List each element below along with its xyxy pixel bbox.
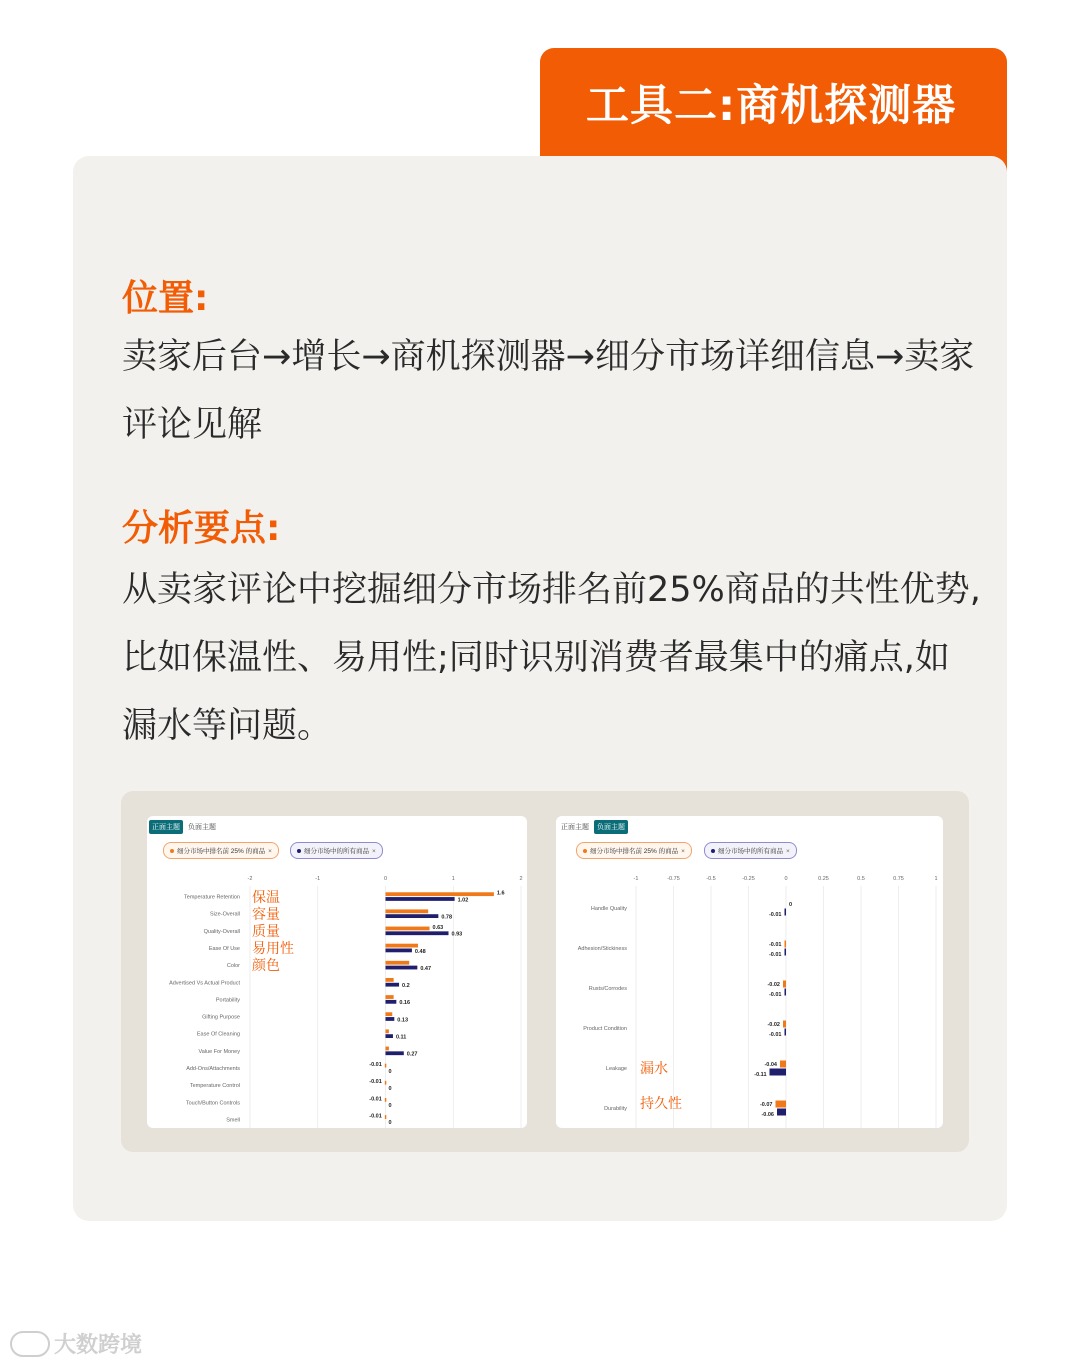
data-label: 0.48 [414, 948, 426, 955]
bar-top25 [385, 1098, 387, 1102]
bar-top25 [386, 978, 394, 982]
data-label: 1.02 [457, 897, 469, 904]
bar-all [785, 1029, 787, 1036]
category-label: Smell [226, 1117, 240, 1124]
data-label: 0.16 [399, 1000, 411, 1007]
bar-all [386, 983, 400, 987]
bar-all [386, 949, 412, 953]
location-text: 卖家后台→增长→商机探测器→细分市场详细信息→卖家评论见解 [122, 337, 975, 445]
data-label: 0 [388, 1085, 392, 1092]
category-label: Touch/Button Controls [185, 1100, 240, 1107]
x-tick-label: 0.75 [893, 876, 904, 882]
data-label: 0.13 [397, 1017, 409, 1024]
category-label: Leakage [605, 1066, 627, 1072]
annotation-color: 颜色 [252, 958, 280, 974]
bar-all [386, 1051, 404, 1055]
chip-label: 细分市场中排名前 25% 的商品 [177, 848, 266, 855]
page-title: 工具二:商机探测器 [586, 81, 957, 131]
data-label: 0 [789, 902, 793, 908]
category-label: Size-Overall [210, 911, 240, 918]
data-label: -0.06 [761, 1112, 774, 1118]
bar-top25 [386, 1029, 389, 1033]
bar-top25 [385, 1115, 387, 1119]
annotation-quality: 质量 [252, 924, 280, 940]
location-label: 位置: [122, 278, 209, 319]
data-label: 0.27 [406, 1051, 418, 1058]
category-label: Durability [604, 1106, 627, 1112]
data-label: -0.01 [369, 1096, 382, 1103]
data-label: 1.6 [496, 890, 505, 897]
data-label: -0.01 [768, 992, 782, 998]
category-label: Handle Quality [590, 906, 627, 912]
watermark [10, 1328, 142, 1359]
chip-label: 细分市场中排名前 25% 的商品 [590, 848, 679, 855]
annotation-ease: 易用性 [252, 941, 294, 957]
bar-all [785, 909, 787, 916]
category-label: Adhesion/Stickiness [577, 946, 627, 952]
data-label: 0.11 [395, 1034, 407, 1041]
x-tick-label: 1 [934, 876, 938, 882]
x-tick-label: 0.5 [857, 876, 865, 882]
bar-top25 [386, 1012, 393, 1016]
bar-top25 [386, 944, 419, 948]
category-label: Gifting Purpose [202, 1014, 240, 1021]
negative-topics-chart [556, 816, 943, 1128]
bar-all [386, 966, 418, 970]
x-tick-label: 1 [451, 876, 455, 882]
data-label: 0.93 [451, 931, 463, 938]
positive-topics-chart [147, 816, 527, 1128]
tab-positive-topics[interactable]: 正面主题 [149, 820, 183, 834]
category-label: Color [226, 963, 240, 970]
bar-all [777, 1109, 786, 1116]
bar-all [785, 989, 787, 996]
close-icon[interactable]: × [372, 848, 376, 855]
data-label: -0.04 [764, 1062, 777, 1068]
category-label: Rusts/Corrodes [588, 986, 627, 992]
bar-top25 [783, 1021, 786, 1028]
bar-top25 [776, 1101, 787, 1108]
data-label: 0 [388, 1103, 392, 1110]
close-icon[interactable]: × [786, 848, 790, 855]
bar-top25 [385, 1064, 387, 1068]
x-tick-label: 0 [383, 876, 388, 882]
bar-top25 [386, 927, 430, 931]
close-icon[interactable]: × [681, 848, 685, 855]
annotation-durability: 持久性 [640, 1096, 682, 1112]
category-label: Quality-Overall [203, 928, 240, 935]
annotation-thermal: 保温 [252, 890, 280, 906]
category-label: Ease Of Cleaning [196, 1031, 240, 1038]
chip-label: 细分市场中的所有商品 [304, 848, 369, 855]
data-label: 0.78 [441, 914, 453, 921]
tab-positive-topics[interactable]: 正面主题 [561, 824, 589, 831]
x-tick-label: -1 [315, 876, 321, 882]
data-label: -0.01 [768, 912, 782, 918]
data-label: -0.02 [767, 1022, 780, 1028]
positive-topics-panel [147, 816, 527, 1128]
bar-all [785, 949, 787, 956]
data-label: -0.01 [369, 1079, 382, 1086]
x-tick-label: 0.25 [818, 876, 829, 882]
category-label: Portability [215, 997, 240, 1004]
annotation-leakage: 漏水 [640, 1061, 668, 1077]
x-tick-label: -0.25 [742, 876, 755, 882]
data-label: 0 [388, 1068, 392, 1075]
data-label: -0.01 [768, 1032, 782, 1038]
bar-all [386, 1034, 393, 1038]
data-label: -0.02 [767, 982, 780, 988]
bar-top25 [386, 961, 410, 965]
bar-top25 [783, 981, 786, 988]
category-label: Ease Of Use [208, 946, 240, 952]
bar-top25 [386, 995, 394, 999]
data-label: 0.63 [432, 924, 444, 931]
data-label: -0.11 [754, 1072, 767, 1078]
data-label: -0.01 [768, 942, 782, 948]
category-label: Advertised Vs Actual Product [169, 980, 240, 987]
bar-top25 [386, 909, 429, 913]
bar-all [386, 897, 455, 901]
category-label: Add-Ons/Attachments [186, 1066, 240, 1072]
category-label: Temperature Control [189, 1083, 240, 1090]
bar-all [770, 1069, 787, 1076]
bar-top25 [386, 1047, 389, 1051]
watermark-text: 大数跨境 [54, 1333, 143, 1358]
data-label: 0.2 [402, 983, 410, 990]
close-icon[interactable]: × [268, 848, 272, 855]
x-tick-label: 2 [519, 876, 523, 882]
data-label: -0.01 [369, 1113, 382, 1120]
brand-logo-icon [10, 1331, 50, 1357]
analysis-label: 分析要点: [122, 508, 281, 549]
data-label: 0.47 [420, 965, 432, 972]
bar-top25 [785, 941, 787, 948]
annotation-capacity: 容量 [252, 907, 280, 923]
bar-all [386, 1017, 395, 1021]
data-label: -0.01 [369, 1062, 382, 1068]
tab-negative-topics[interactable]: 负面主题 [594, 820, 628, 834]
bar-top25 [385, 1081, 387, 1085]
bar-top25 [780, 1061, 786, 1068]
data-label: -0.01 [768, 952, 782, 958]
chip-label: 细分市场中的所有商品 [718, 848, 783, 855]
category-label: Product Condition [583, 1026, 627, 1032]
x-tick-label: -0.75 [667, 876, 680, 882]
x-tick-label: 0 [784, 876, 788, 882]
analysis-text: 从卖家评论中挖掘细分市场排名前25%商品的共性优势,比如保温性、易用性;同时识别消费者最集中的痛点,如漏水等问题。 [122, 570, 981, 746]
negative-topics-panel [556, 816, 943, 1128]
bar-all [386, 1000, 397, 1004]
bar-top25 [386, 892, 494, 896]
x-tick-label: -0.5 [706, 876, 716, 882]
bar-all [386, 931, 449, 935]
x-tick-label: -1 [633, 876, 639, 882]
category-label: Temperature Retention [184, 894, 240, 901]
tab-negative-topics[interactable]: 负面主题 [188, 824, 216, 831]
category-label: Value For Money [198, 1048, 240, 1055]
data-label: -0.07 [759, 1102, 773, 1108]
x-tick-label: -2 [247, 876, 253, 882]
bar-all [386, 914, 439, 918]
data-label: 0 [388, 1120, 392, 1127]
